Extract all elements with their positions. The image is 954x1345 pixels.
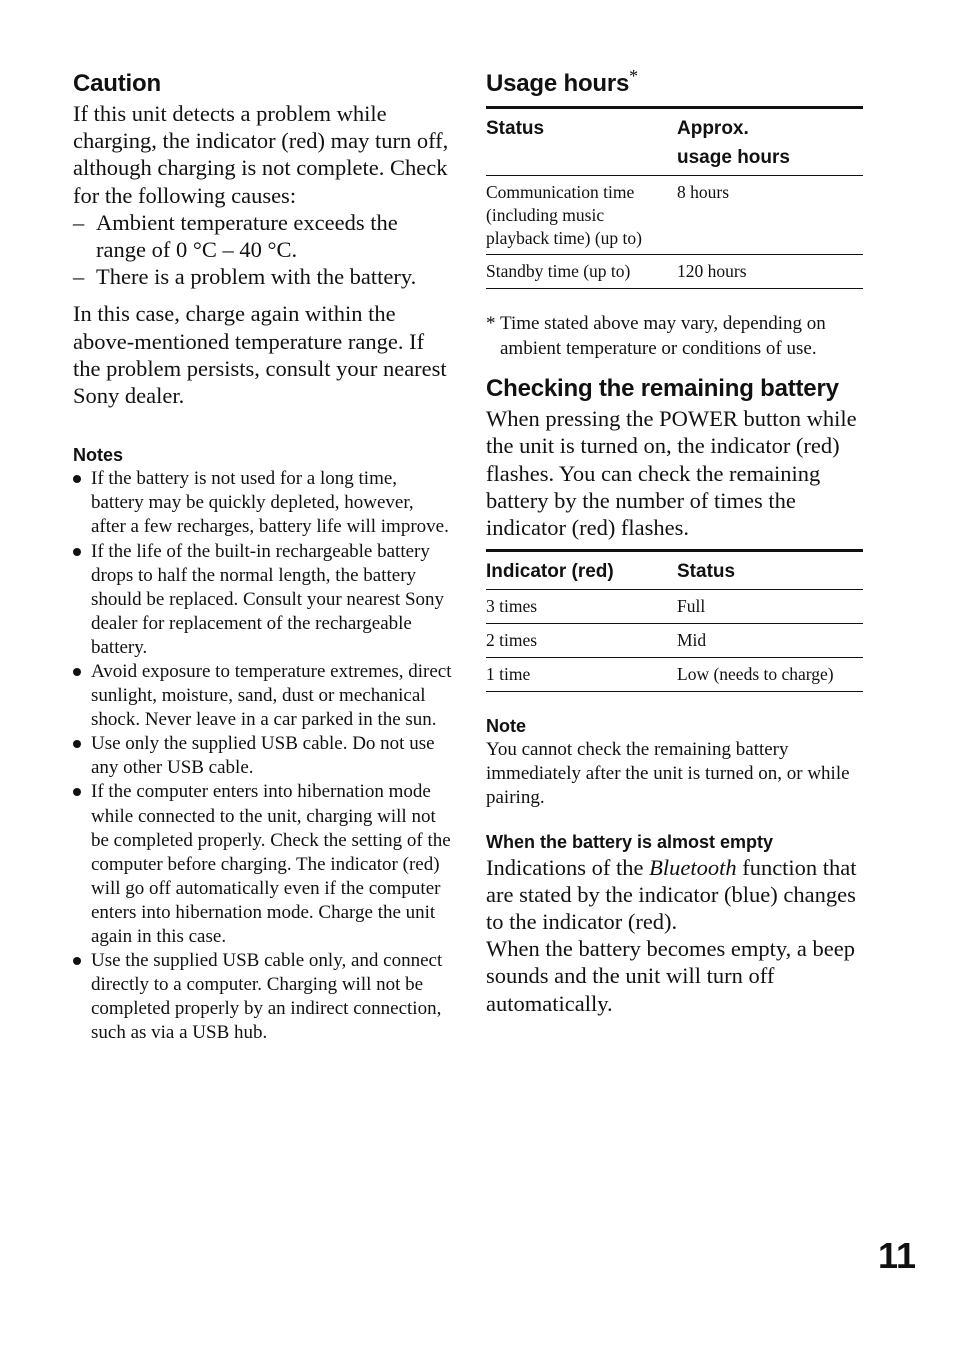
notes-list	[73, 467, 453, 1045]
footnote-marker: *	[486, 313, 496, 335]
indicator-table	[486, 549, 863, 691]
table-row	[486, 176, 863, 255]
page-number: 11	[877, 1235, 916, 1276]
table-cell: 3 times	[486, 596, 538, 617]
note-item-text: Use the supplied USB cable only, and connect directly to a computer. Charging will not be completed properly by an indirect connection, such as via a USB hub.	[91, 950, 443, 1044]
table-cell: 120 hours	[677, 261, 747, 282]
table-cell: 2 times	[486, 630, 538, 650]
footnote-marker: *	[629, 66, 638, 86]
checking-battery-heading: Checking the remaining battery	[486, 375, 839, 403]
almost-empty-body	[486, 854, 863, 936]
bullet-icon	[73, 957, 81, 965]
footnote-text: Time stated above may vary, depending on ambient temperature or conditions of use.	[500, 313, 826, 360]
bullet-icon	[73, 548, 81, 556]
table-header-row	[486, 551, 863, 590]
table-cell: Mid	[677, 630, 707, 650]
column-header-status: Status	[677, 561, 736, 583]
note-heading: Note	[486, 715, 526, 736]
bluetooth-term: Bluetooth	[649, 854, 737, 880]
note-item	[73, 949, 453, 1045]
note-item	[73, 660, 453, 732]
cause-item: – Ambient temperature exceeds the range of 0 °C – 40 °C.	[73, 209, 453, 263]
table-cell: Low (needs to charge)	[677, 663, 834, 684]
bullet-icon	[73, 788, 81, 796]
note-item-text: Avoid exposure to temperature extremes, direct sunlight, moisture, sand, dust or mechanical shock. Never leave in a car parked in the sun.	[91, 660, 452, 731]
table-row	[486, 657, 863, 691]
notes-heading: Notes	[73, 445, 124, 466]
note-item-text: If the computer enters into hibernation mode while connected to the unit, charging will not be completed properly. Check the setting of the computer before charging. The indicator (red) will go off automatically even if the computer enters into hibernation mode. Charge the unit again in this case.	[91, 781, 451, 948]
right-column	[486, 68, 863, 1017]
almost-empty-text: Indications of the	[486, 854, 650, 880]
note-item-text: If the battery is not used for a long time, battery may be quickly depleted, however, after a few recharges, battery life will improve.	[91, 468, 449, 538]
bullet-icon	[73, 740, 81, 748]
table-cell: Standby time (up to)	[486, 261, 631, 282]
column-header-indicator: Indicator (red)	[486, 561, 614, 583]
column-header-usage-hours: Approx. usage hours	[677, 118, 790, 168]
table-row	[486, 590, 863, 624]
usage-hours-title: Usage hours	[486, 70, 630, 97]
table-header-row	[486, 108, 863, 176]
table-cell: Full	[677, 596, 706, 617]
almost-empty-text: function that are stated by the indicator (blue) changes to the indicator (red).	[486, 854, 857, 934]
table-cell: 8 hours	[677, 182, 730, 202]
left-column	[73, 68, 453, 1045]
table-row	[486, 255, 863, 289]
table-cell: 1 time	[486, 663, 531, 684]
note-body: You cannot check the remaining battery immediately after the unit is turned on, or while pairing.	[486, 738, 850, 808]
cause-item: – There is a problem with the battery.	[73, 263, 453, 290]
bullet-icon	[73, 668, 81, 676]
almost-empty-body-2: When the battery becomes empty, a beep sounds and the unit will turn off automatically.	[486, 936, 856, 1016]
caution-causes-list	[73, 209, 453, 291]
bullet-icon	[73, 475, 81, 483]
note-item	[73, 540, 453, 660]
table-row	[486, 624, 863, 658]
usage-footnote	[486, 311, 863, 361]
usage-hours-table	[486, 106, 863, 289]
usage-hours-heading	[486, 68, 863, 100]
note-item	[73, 467, 453, 539]
note-item-text: Use only the supplied USB cable. Do not use any other USB cable.	[91, 733, 435, 779]
caution-heading: Caution	[73, 70, 161, 97]
checking-battery-body: When pressing the POWER button while the unit is turned on, the indicator (red) flashes. You can check the remaining battery by the number of times the indicator (red) flashes.	[486, 406, 857, 540]
column-header-status: Status	[486, 118, 545, 139]
note-item	[73, 780, 453, 949]
caution-intro: If this unit detects a problem while charging, the indicator (red) may turn off, although charging is not complete. Check for the following causes:	[73, 101, 449, 208]
note-item-text: If the life of the built-in rechargeable battery drops to half the normal length, the battery should be replaced. Consult your nearest Sony dealer for replacement of the rechargeable battery.	[91, 540, 445, 658]
caution-followup: In this case, charge again within the above-mentioned temperature range. If the problem persists, consult your nearest Sony dealer.	[73, 301, 447, 409]
almost-empty-heading: When the battery is almost empty	[486, 831, 774, 852]
table-cell: Communication time (including music playback time) (up to)	[486, 182, 642, 248]
note-item	[73, 732, 453, 780]
